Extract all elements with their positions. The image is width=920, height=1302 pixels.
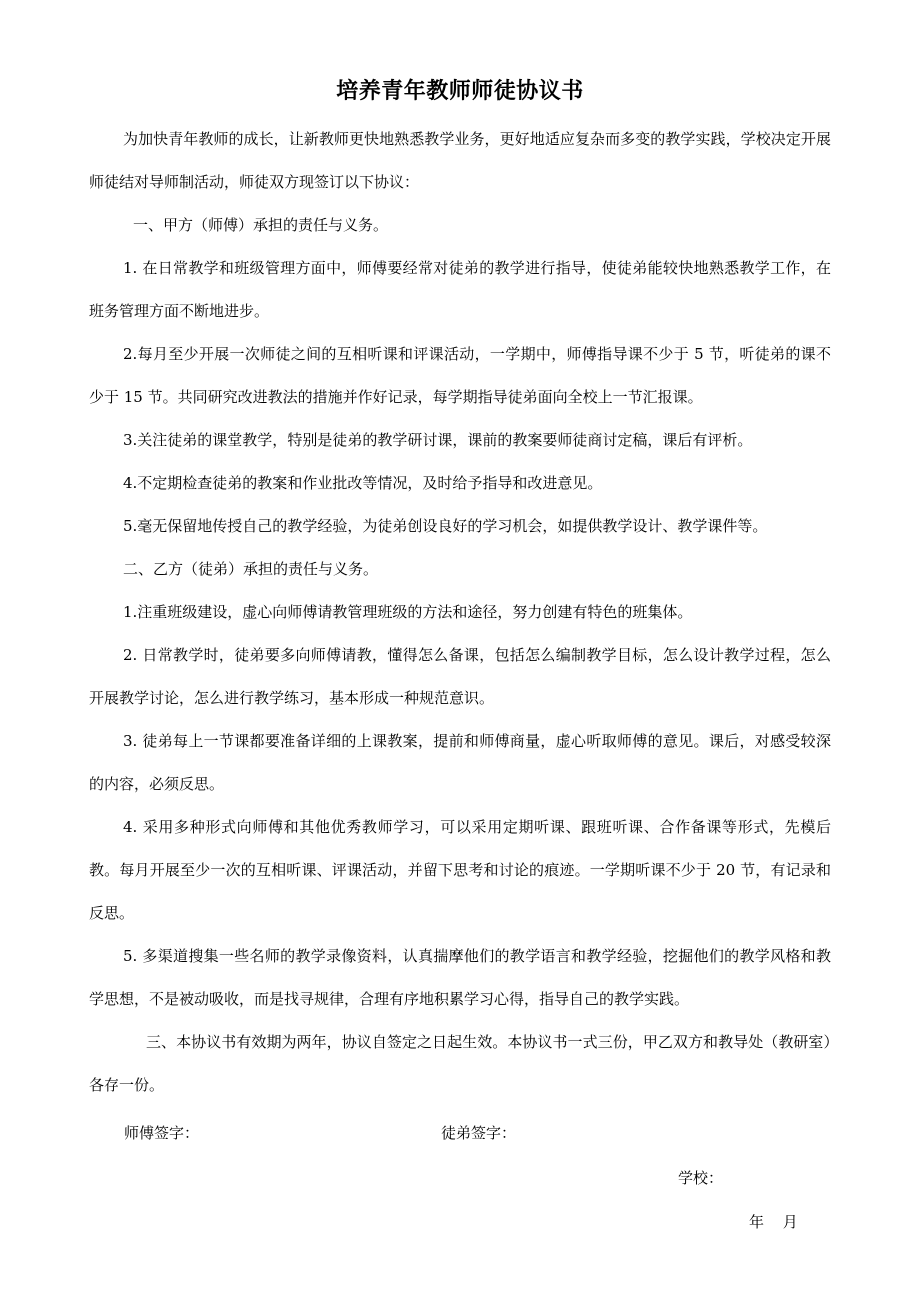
section-3-paragraph: 三、本协议书有效期为两年，协议自签定之日起生效。本协议书一式三份，甲乙双方和教导处（教研室）各存一份。 [89,1033,831,1094]
date-label: 年 月 [749,1213,798,1231]
section-1-item-5: 5.毫无保留地传授自己的教学经验，为徒弟创设良好的学习机会，如提供教学设计、教学课件等。 [123,517,768,535]
section-2-item-5: 5. 多渠道搜集一些名师的教学录像资料，认真揣摩他们的教学语言和教学经验，挖掘他们的教学风格和教学思想，不是被动吸收，而是找寻规律，合理有序地积累学习心得，指导自己的教学实践。 [89,947,831,1008]
section-1-item-4: 4.不定期检查徒弟的教案和作业批改等情况，及时给予指导和改进意见。 [123,474,603,492]
document-title: 培养青年教师师徒协议书 [336,78,584,104]
apprentice-signature-label: 徒弟签字： [441,1124,517,1142]
section-1-heading: 一、甲方（师傅）承担的责任与义务。 [133,216,389,234]
section-2-item-2: 2. 日常教学时，徒弟要多向师傅请教，懂得怎么备课，包括怎么编制教学目标，怎么设计教学过程，怎么开展教学讨论，怎么进行教学练习，基本形成一种规范意识。 [89,646,831,707]
section-1-item-1: 1. 在日常教学和班级管理方面中，师傅要经常对徒弟的教学进行指导，使徒弟能较快地熟悉教学工作，在班务管理方面不断地进步。 [89,259,831,320]
document-body [89,118,831,1107]
section-2-item-3: 3. 徒弟每上一节课都要准备详细的上课教案，提前和师傅商量，虚心听取师傅的意见。课后，对感受较深的内容，必须反思。 [89,732,831,793]
section-2-item-4: 4. 采用多种形式向师傅和其他优秀教师学习，可以采用定期听课、跟班听课、合作备课等形式，先模后教。每月开展至少一次的互相听课、评课活动，并留下思考和讨论的痕迹。一学期听课不少于 20 节，有记录和反思。 [89,818,831,922]
section-2-heading: 二、乙方（徒弟）承担的责任与义务。 [123,560,379,578]
section-2-item-1: 1.注重班级建设，虚心向师傅请教管理班级的方法和途径，努力创建有特色的班集体。 [123,603,693,621]
section-1-item-2: 2.每月至少开展一次师徒之间的互相听课和评课活动，一学期中，师傅指导课不少于 5 节，听徒弟的课不少于 15 节。共同研究改进教法的措施并作好记录，每学期指导徒弟面向全校上一节汇报课。 [89,345,831,406]
master-signature-label: 师傅签字： [124,1124,200,1142]
section-1-item-3: 3.关注徒弟的课堂教学，特别是徒弟的教学研讨课，课前的教案要师徒商讨定稿，课后有评析。 [123,431,753,449]
intro-paragraph: 为加快青年教师的成长，让新教师更快地熟悉教学业务，更好地适应复杂而多变的教学实践，学校决定开展师徒结对导师制活动，师徒双方现签订以下协议： [89,130,831,191]
school-label: 学校： [678,1169,724,1187]
